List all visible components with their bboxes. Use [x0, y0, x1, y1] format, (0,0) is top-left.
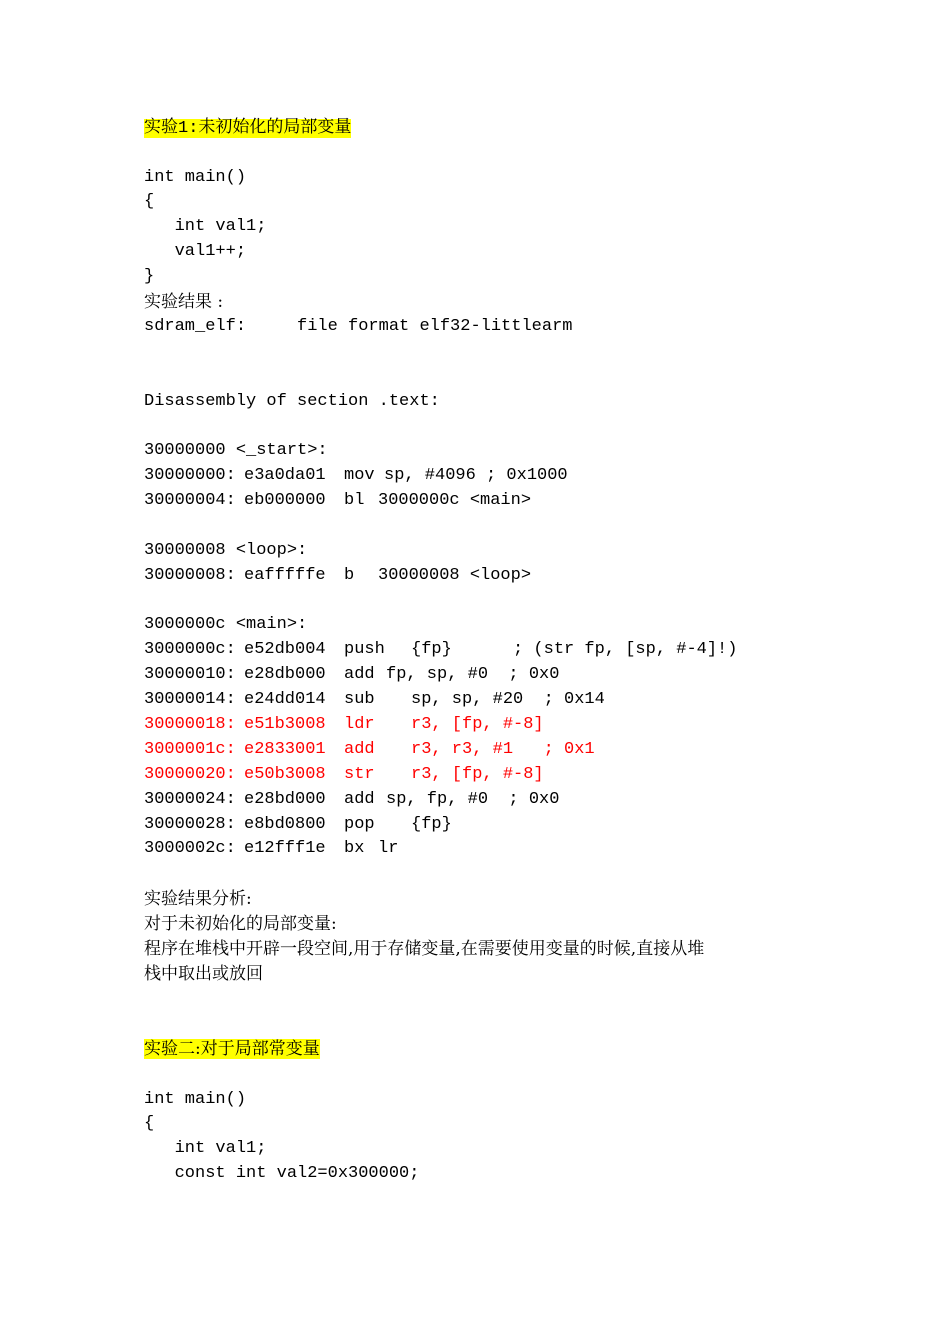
asm-hex: e50b3008	[244, 765, 326, 784]
exp2-code-line: const int val2=0x300000;	[144, 1164, 420, 1183]
asm-row	[144, 837, 399, 861]
exp1-file-format: sdram_elf: file format elf32-littlearm	[144, 317, 573, 336]
exp2-title	[144, 1037, 320, 1061]
asm-op: add	[344, 790, 375, 809]
exp1-code-line: }	[144, 267, 155, 286]
asm-row	[144, 564, 532, 588]
exp1-code-line: int main()	[144, 168, 247, 187]
asm-op: ldr	[344, 715, 375, 734]
asm-hex: e2833001	[244, 740, 326, 759]
asm-row	[144, 688, 605, 712]
asm-address: 30000000:	[144, 466, 236, 485]
asm-op: mov	[344, 466, 375, 485]
asm-hex: e51b3008	[244, 715, 326, 734]
asm-args: sp, #4096 ; 0x1000	[384, 466, 568, 485]
asm-hex: e12fff1e	[244, 839, 326, 858]
asm-address: 30000020:	[144, 765, 236, 784]
exp1-code-line: {	[144, 192, 155, 211]
asm-address: 3000002c:	[144, 839, 236, 858]
asm-hex: e24dd014	[244, 690, 326, 709]
exp1-title	[144, 115, 351, 141]
exp1-code-line: val1++;	[144, 242, 247, 261]
asm-op: b	[344, 566, 355, 585]
asm-row	[144, 638, 738, 662]
analysis-subtitle: 对于未初始化的局部变量:	[144, 914, 337, 934]
asm-hex: e28bd000	[244, 790, 326, 809]
asm-address: 3000001c:	[144, 740, 236, 759]
asm-row-highlighted	[144, 713, 544, 737]
asm-address: 30000008:	[144, 566, 236, 585]
asm-hex: e3a0da01	[244, 466, 326, 485]
asm-row	[144, 663, 560, 687]
exp2-code-line: {	[144, 1114, 155, 1133]
asm-address: 30000024:	[144, 790, 236, 809]
exp2-code-line: int main()	[144, 1090, 247, 1109]
asm-address: 30000014:	[144, 690, 236, 709]
asm-hex: eb000000	[244, 491, 326, 510]
asm-hex: e8bd0800	[244, 815, 326, 834]
asm-hex: e28db000	[244, 665, 326, 684]
asm-address: 3000000c:	[144, 640, 236, 659]
asm-row	[144, 788, 560, 812]
asm-hex: e52db004	[244, 640, 326, 659]
asm-op: sub	[344, 690, 375, 709]
asm-op: str	[344, 765, 375, 784]
asm-hex: eafffffe	[244, 566, 326, 585]
asm-address: 30000018:	[144, 715, 236, 734]
asm-args: sp, fp, #0 ; 0x0	[386, 790, 560, 809]
asm-op: add	[344, 665, 375, 684]
analysis-body: 程序在堆栈中开辟一段空间,用于存储变量,在需要使用变量的时候,直接从堆	[144, 939, 705, 959]
asm-row-highlighted	[144, 763, 544, 787]
asm-op: add	[344, 740, 375, 759]
asm-args: lr	[378, 839, 399, 858]
exp1-result-label: 实验结果 :	[144, 292, 224, 312]
symbol-main: 3000000c <main>:	[144, 615, 308, 634]
asm-args: r3, [fp, #-8]	[411, 765, 544, 784]
analysis-label: 实验结果分析:	[144, 889, 252, 909]
asm-op: pop	[344, 815, 375, 834]
asm-args: {fp}	[411, 815, 452, 834]
asm-row	[144, 489, 532, 513]
asm-args: {fp} ; (str fp, [sp, #-4]!)	[411, 640, 738, 659]
asm-args: 30000008 <loop>	[378, 566, 532, 585]
asm-args: sp, sp, #20 ; 0x14	[411, 690, 605, 709]
analysis-body: 栈中取出或放回	[144, 964, 263, 984]
asm-op: push	[344, 640, 385, 659]
asm-row-highlighted	[144, 738, 595, 762]
asm-address: 30000004:	[144, 491, 236, 510]
symbol-loop: 30000008 <loop>:	[144, 541, 308, 560]
exp1-title-num: 1:	[178, 119, 199, 138]
asm-args: r3, r3, #1 ; 0x1	[411, 740, 595, 759]
exp1-code-line: int val1;	[144, 217, 267, 236]
asm-op: bx	[344, 839, 365, 858]
asm-args: 3000000c <main>	[378, 491, 532, 510]
disasm-header: Disassembly of section .text:	[144, 392, 440, 411]
exp1-title-text: 未初始化的局部变量	[198, 117, 352, 137]
asm-args: r3, [fp, #-8]	[411, 715, 544, 734]
symbol-start: 30000000 <_start>:	[144, 441, 328, 460]
exp1-title-prefix: 实验	[144, 117, 178, 137]
asm-address: 30000028:	[144, 815, 236, 834]
asm-row	[144, 813, 452, 837]
asm-args: fp, sp, #0 ; 0x0	[386, 665, 560, 684]
asm-address: 30000010:	[144, 665, 236, 684]
exp2-title-text: 实验二:对于局部常变量	[144, 1039, 320, 1059]
asm-row	[144, 464, 568, 488]
exp2-code-line: int val1;	[144, 1139, 267, 1158]
asm-op: bl	[344, 491, 365, 510]
